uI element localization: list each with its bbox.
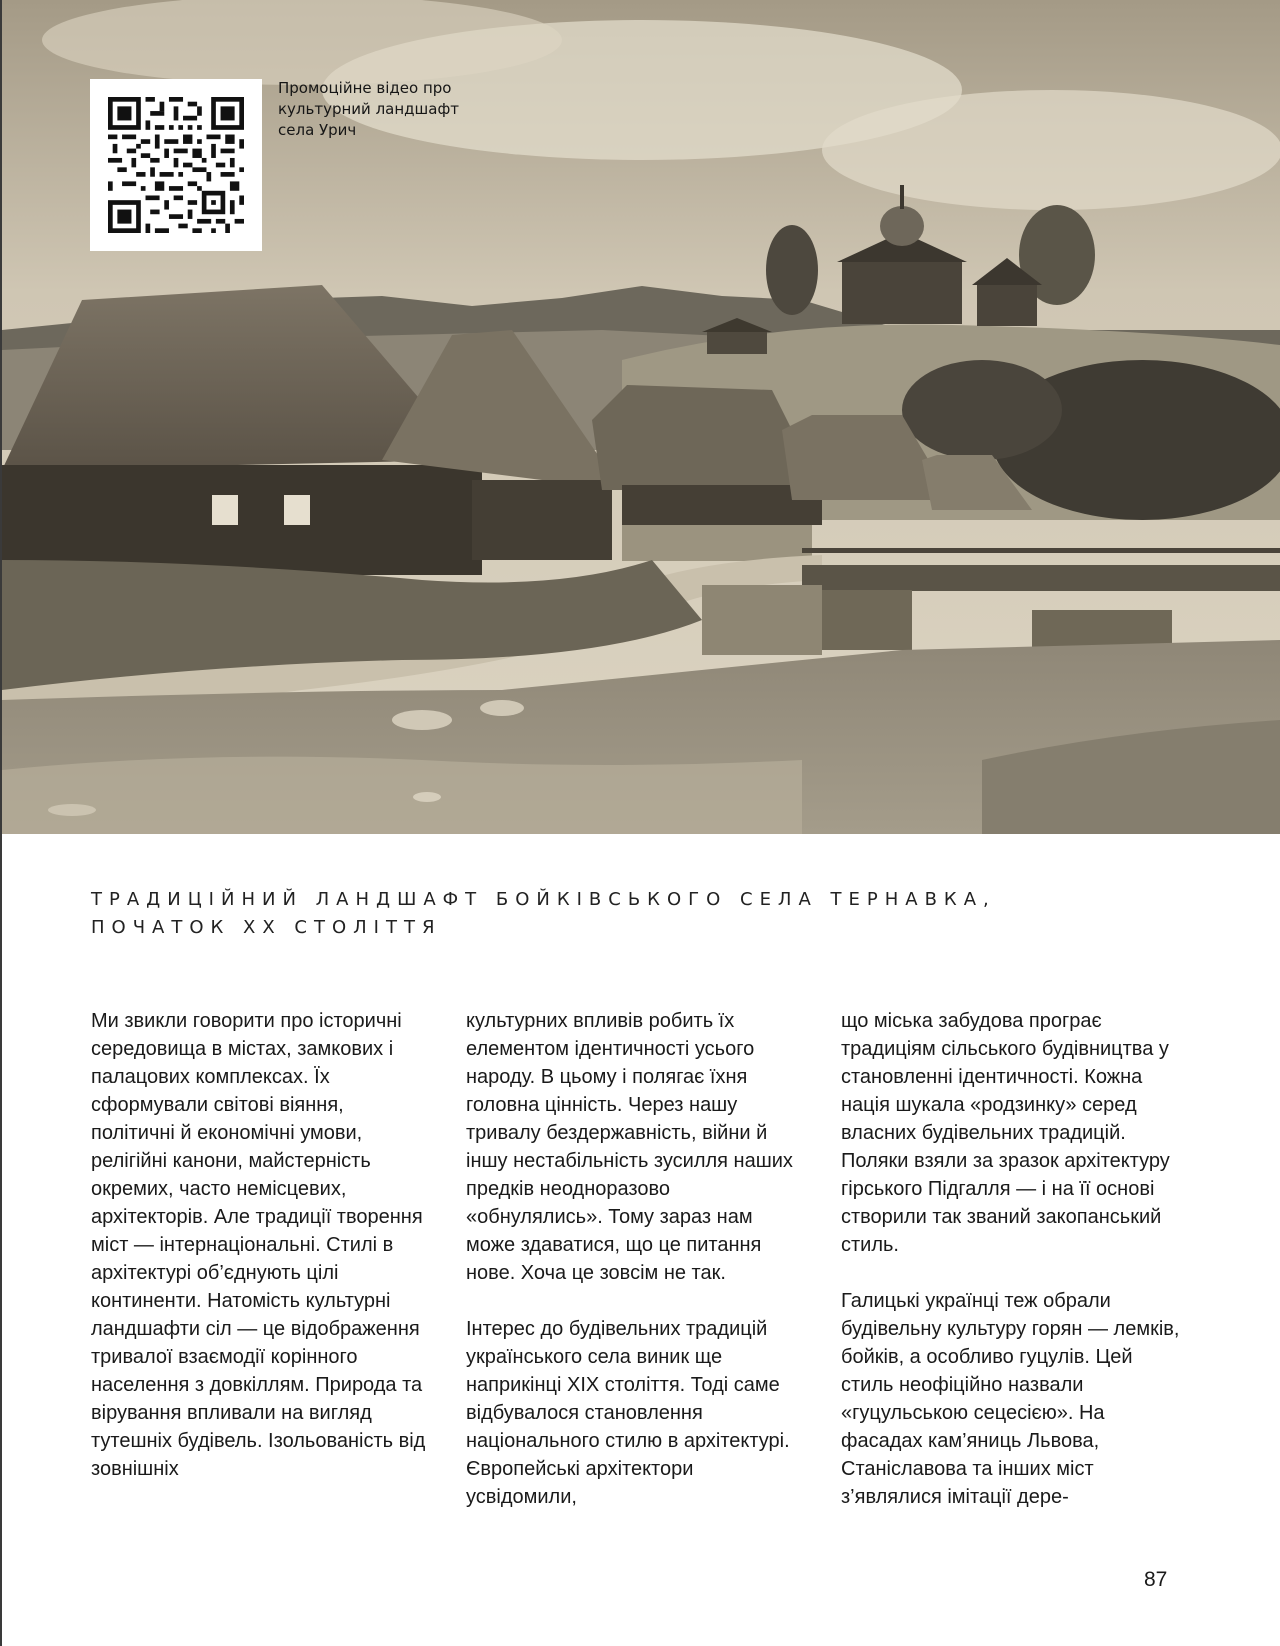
qr-code[interactable] [90, 79, 262, 251]
paragraph: Ми звикли говорити про історичні середовища в містах, замкових і палацових комплексах. Їх сформували світові віяння, політичні й економічні умови, релігійні канони, майстерність окремих, часто немісцевих, архітекторів. Але традиції творення міст — інтернаціональні. Стилі в архітектурі об’єднують цілі континенти. Натомість культурні ландшафти сіл — це відображення тривалої взаємодії корінного населення з довкіллям. Природа та вірування впливали на вигляд тутешніх будівель. Ізольованість від зовнішніх [91, 1010, 426, 1480]
photo-caption-line-1: ТРАДИЦІЙНИЙ ЛАНДШАФТ БОЙКІВСЬКОГО СЕЛА ТЕРНАВКА, [91, 889, 996, 910]
text-column-3 [841, 1007, 1181, 1511]
qr-caption: Промоційне відео про культурний ландшафт села Урич [278, 79, 460, 139]
qr-code-icon [108, 97, 244, 233]
photo-caption-line-2: ПОЧАТОК XX СТОЛІТТЯ [91, 917, 442, 938]
page-number: 87 [1144, 1568, 1168, 1591]
paragraph: культурних впливів робить їх елементом ідентичності усього народу. В цьому і полягає їхня головна цінність. Через нашу тривалу бездержавність, війни й іншу нестабільність зусилля наших предків неодноразово «обнулялись». Тому зараз нам може здаватися, що це питання нове. Хоча це зовсім не так. [466, 1010, 793, 1284]
text-column-2 [466, 1007, 806, 1511]
paragraph: Галицькі українці теж обрали будівельну культуру горян — лемків, бойків, а особливо гуцулів. Цей стиль неофіційно назвали «гуцульською сецесією». На фасадах кам’яниць Львова, Станіславова та інших міст з’являлися імітації дере- [841, 1290, 1180, 1508]
paragraph: Інтерес до будівельних традицій українського села виник ще наприкінці XIX століття. Тоді саме відбувалося становлення національного стилю в архітектурі. Європейські архітектори усвідомили, [466, 1318, 790, 1508]
paragraph: що міська забудова програє традиціям сільського будівництва у становленні ідентичності. Кожна нація шукала «родзинку» серед власних будівельних традицій. Поляки взяли за зразок архітектуру гірського Підгалля — і на її основі створили так званий закопанський стиль. [841, 1010, 1170, 1256]
text-column-1 [91, 1007, 431, 1483]
photo-caption [91, 886, 1171, 942]
